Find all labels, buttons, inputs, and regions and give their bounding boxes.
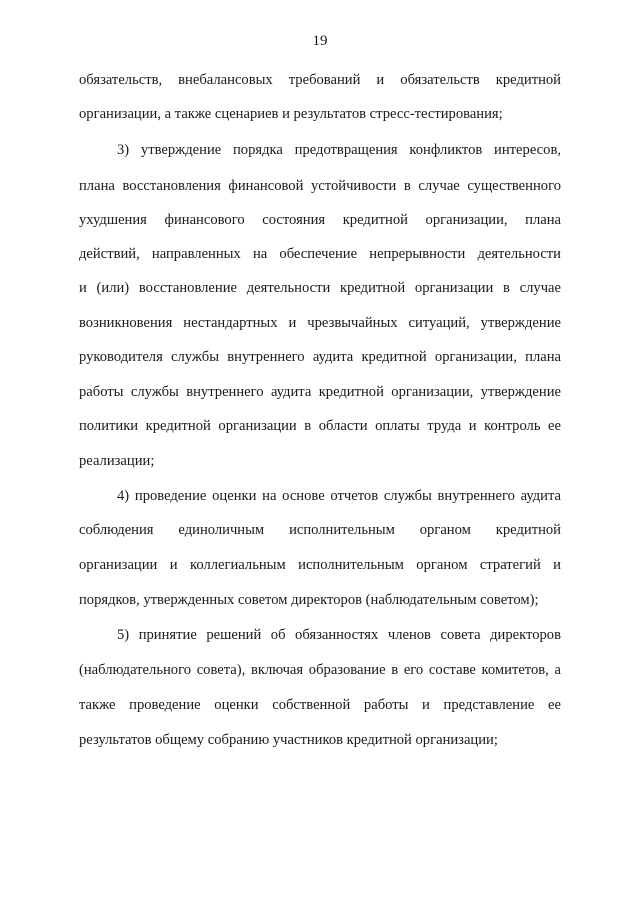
text-line: работы службы внутреннего аудита кредитной организации, утверждение xyxy=(79,384,561,400)
text-line: и (или) восстановление деятельности кредитной организации в случае xyxy=(79,280,561,296)
text-line: 3) утверждение порядка предотвращения конфликтов интересов, xyxy=(117,142,561,158)
text-line: соблюдения единоличным исполнительным органом кредитной xyxy=(79,522,561,538)
text-line: политики кредитной организации в области оплаты труда и контроль ее xyxy=(79,418,561,434)
text-line: 5) принятие решений об обязанностях членов совета директоров xyxy=(117,627,561,643)
text-line: также проведение оценки собственной работы и представление ее xyxy=(79,697,561,713)
text-line: плана восстановления финансовой устойчивости в случае существенного xyxy=(79,178,561,194)
text-line: реализации; xyxy=(79,453,155,469)
text-line: порядков, утвержденных советом директоров (наблюдательным советом); xyxy=(79,592,539,608)
text-line: руководителя службы внутреннего аудита кредитной организации, плана xyxy=(79,349,561,365)
text-line: результатов общему собранию участников кредитной организации; xyxy=(79,732,498,748)
text-line: ухудшения финансового состояния кредитной организации, плана xyxy=(79,212,561,228)
page-number: 19 xyxy=(312,33,328,49)
text-line: (наблюдательного совета), включая образование в его составе комитетов, а xyxy=(79,662,561,678)
text-line: обязательств, внебалансовых требований и обязательств кредитной xyxy=(79,72,561,88)
text-line: 4) проведение оценки на основе отчетов службы внутреннего аудита xyxy=(117,488,561,504)
text-line: действий, направленных на обеспечение непрерывности деятельности xyxy=(79,246,561,262)
text-line: организации и коллегиальным исполнительным органом стратегий и xyxy=(79,557,561,573)
text-line: организации, а также сценариев и результатов стресс-тестирования; xyxy=(79,106,503,122)
text-line: возникновения нестандартных и чрезвычайных ситуаций, утверждение xyxy=(79,315,561,331)
